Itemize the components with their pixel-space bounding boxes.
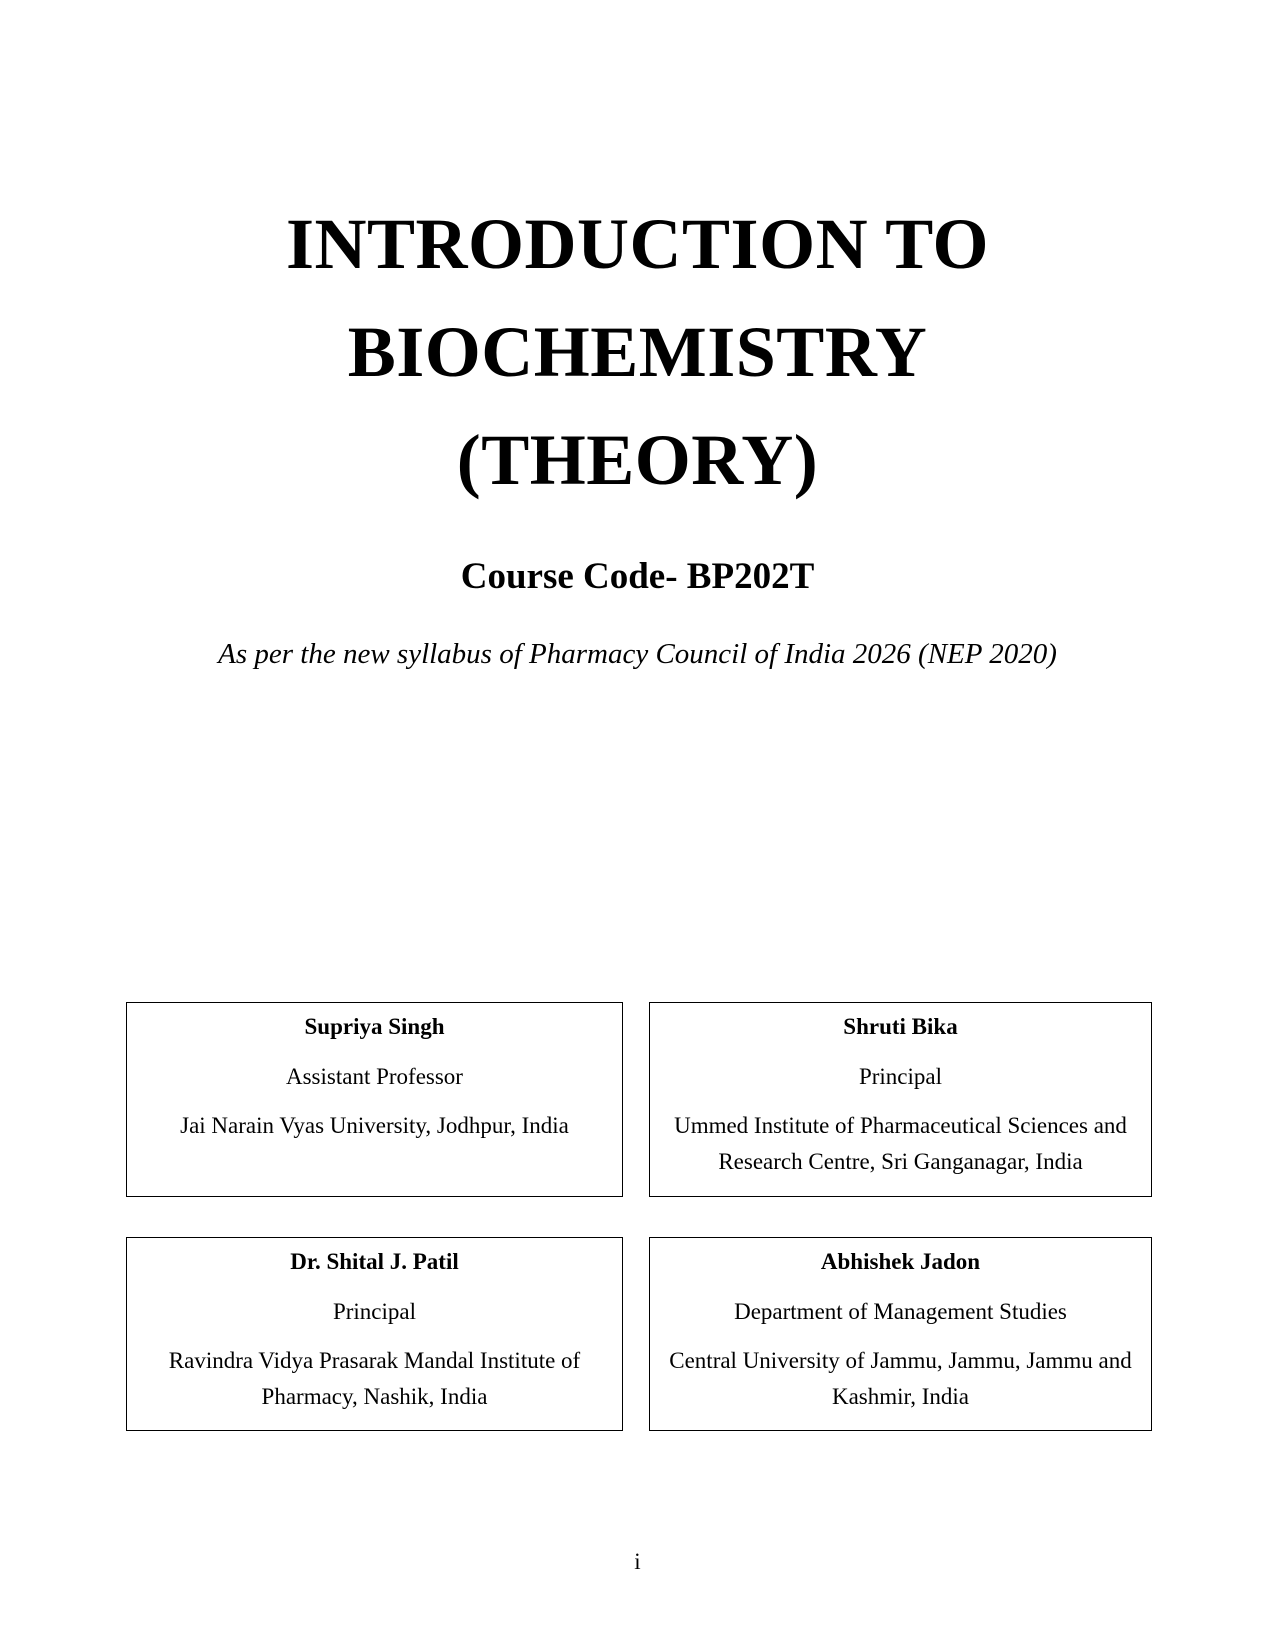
author-name: Shruti Bika: [843, 1014, 958, 1039]
author-role: Department of Management Studies: [734, 1299, 1067, 1324]
book-title: [0, 190, 1275, 514]
author-card: [649, 1002, 1152, 1197]
title-line-3: (THEORY): [456, 420, 819, 500]
author-role: Principal: [858, 1064, 943, 1089]
author-name: Dr. Shital J. Patil: [290, 1249, 459, 1274]
author-role: Principal: [332, 1299, 417, 1324]
author-name: Supriya Singh: [304, 1014, 445, 1039]
page-number: i: [634, 1549, 641, 1574]
author-role: Assistant Professor: [286, 1064, 463, 1089]
author-affiliation: Jai Narain Vyas University, Jodhpur, India: [180, 1113, 569, 1138]
author-affiliation: Ravindra Vidya Prasarak Mandal Institute of Pharmacy, Nashik, India: [168, 1348, 581, 1409]
author-name: Abhishek Jadon: [820, 1249, 981, 1274]
author-card: [126, 1237, 623, 1431]
title-line-1: INTRODUCTION TO: [286, 204, 989, 284]
title-line-2: BIOCHEMISTRY: [347, 312, 928, 392]
syllabus-note: As per the new syllabus of Pharmacy Council of India 2026 (NEP 2020): [218, 638, 1057, 670]
author-card: [126, 1002, 623, 1197]
author-affiliation: Ummed Institute of Pharmaceutical Sciences and Research Centre, Sri Ganganagar, India: [674, 1113, 1127, 1174]
course-code: Course Code- BP202T: [460, 556, 815, 597]
author-affiliation: Central University of Jammu, Jammu, Jammu and Kashmir, India: [669, 1348, 1132, 1409]
author-card: [649, 1237, 1152, 1431]
